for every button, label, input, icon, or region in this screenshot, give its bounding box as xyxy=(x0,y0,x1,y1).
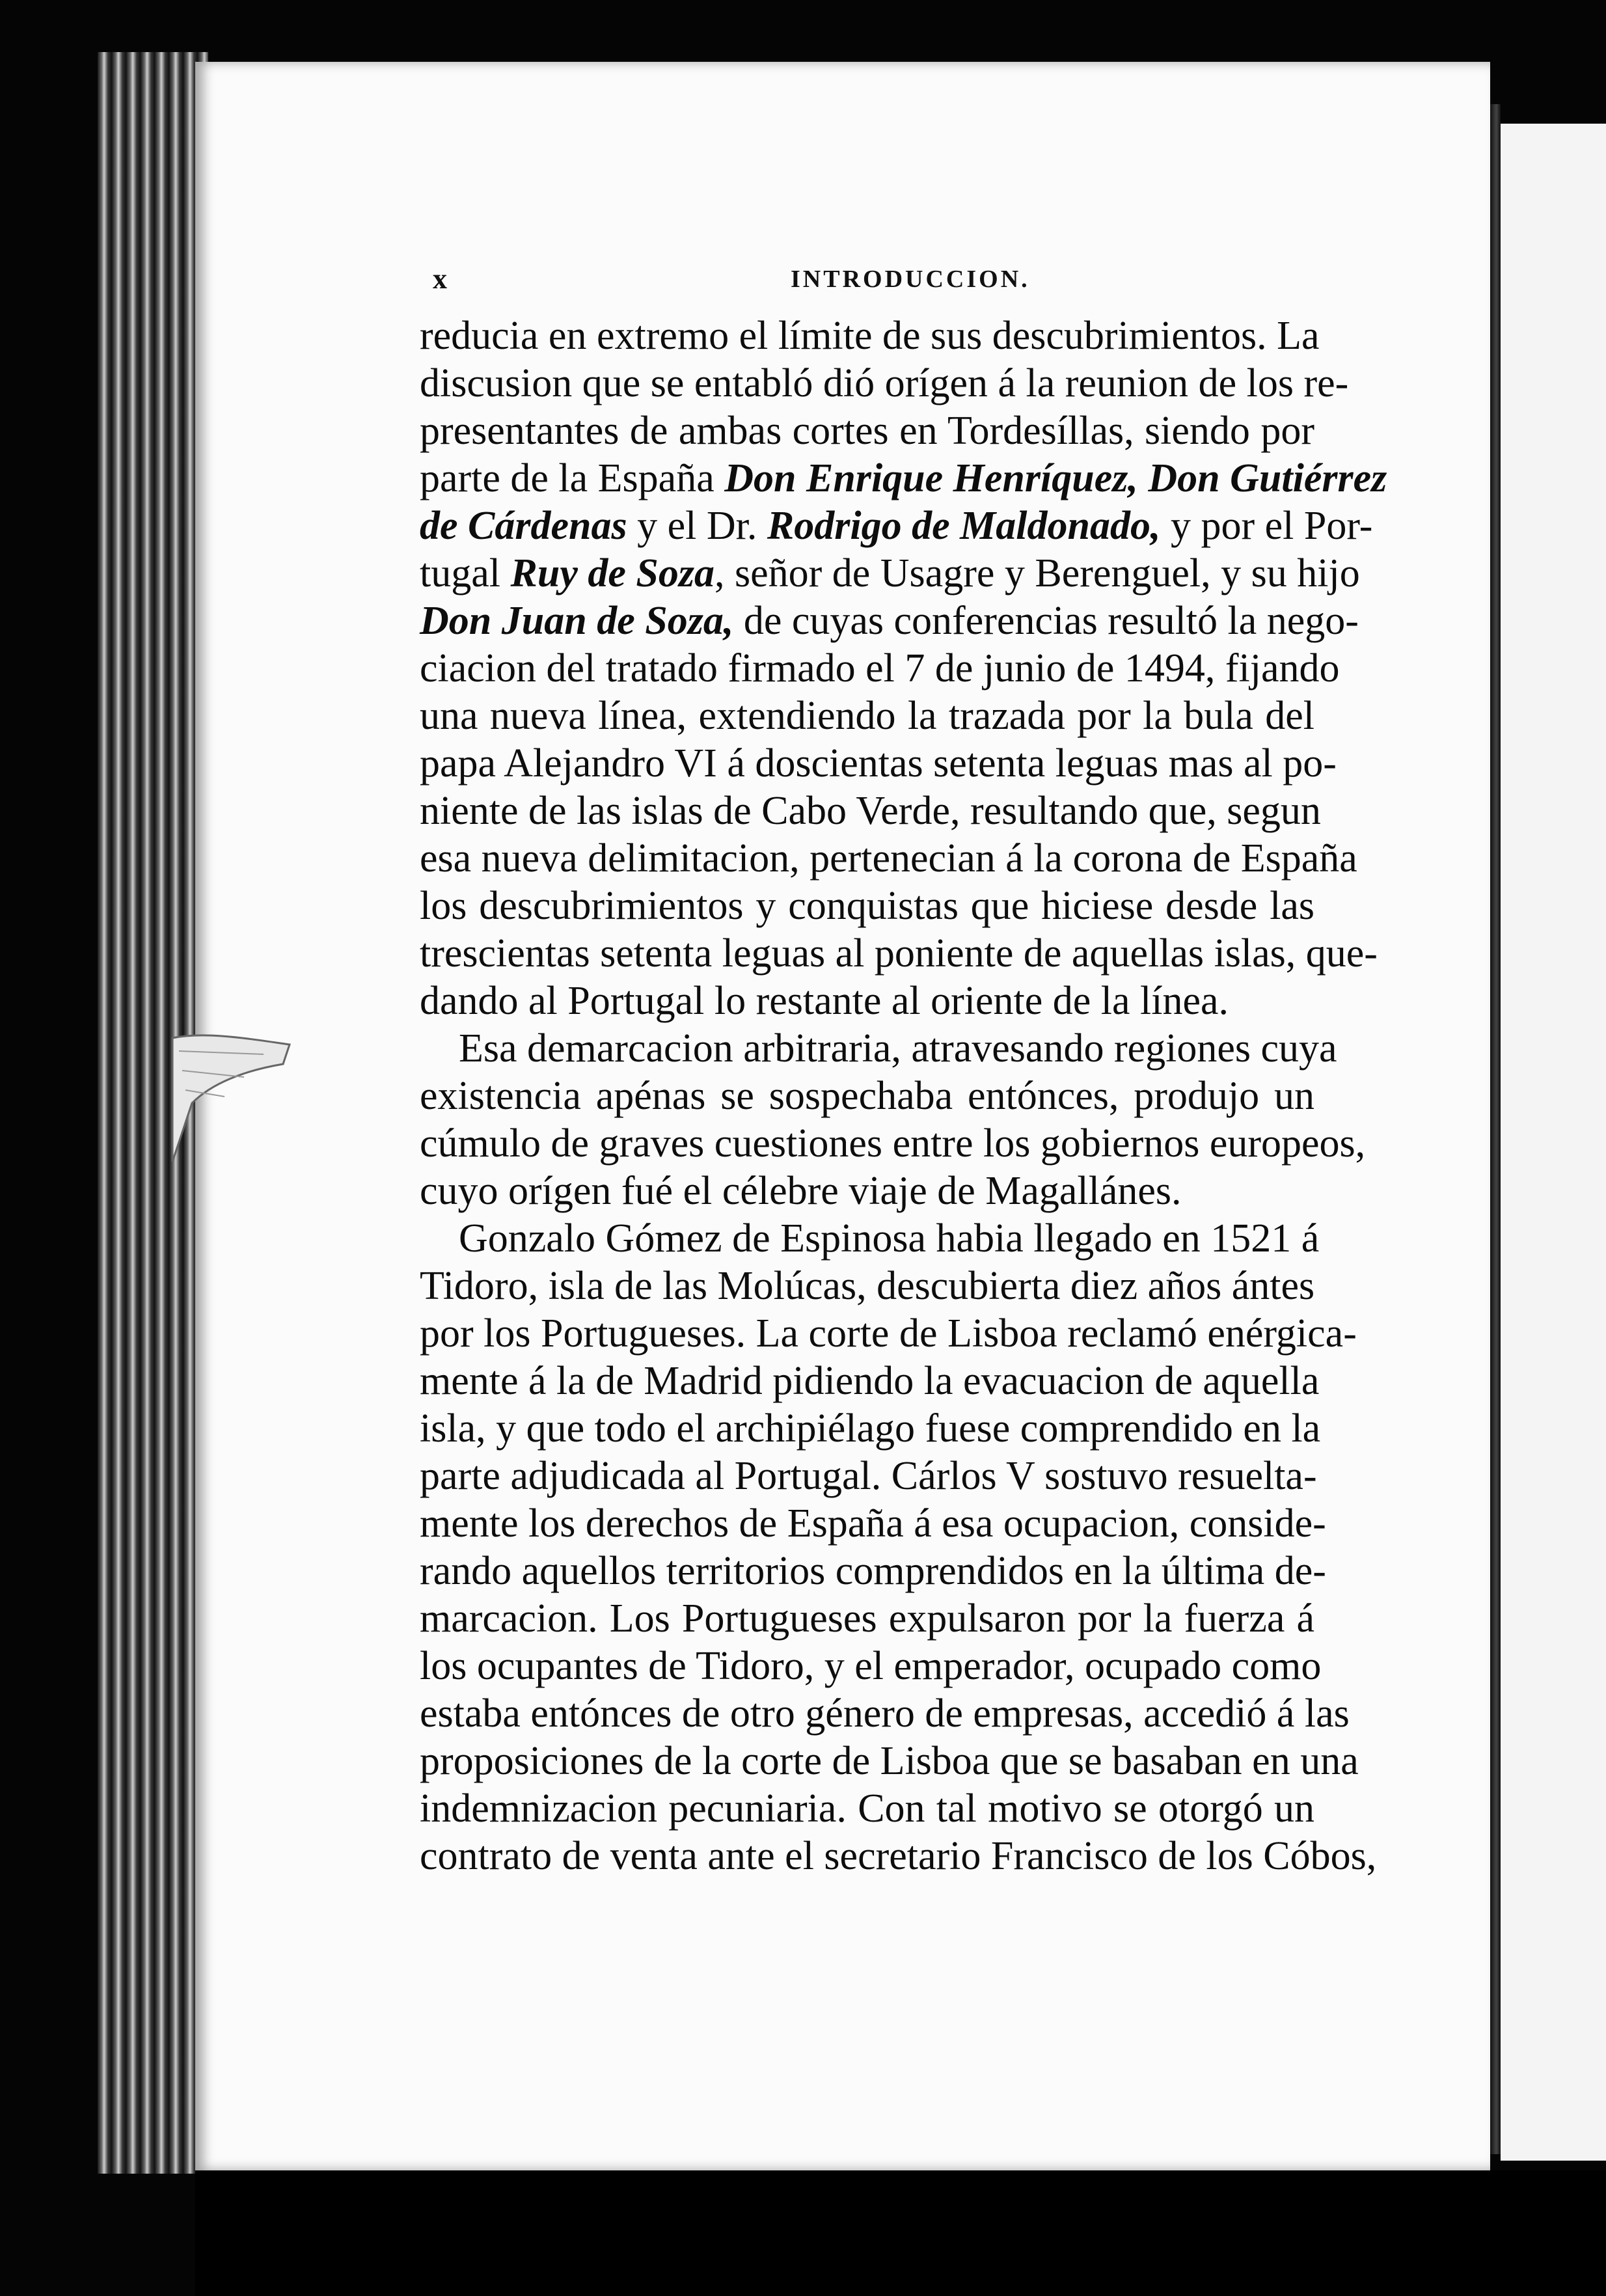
text-line: Gonzalo Gómez de Espinosa habia llegado en 1521 á xyxy=(459,1216,1320,1261)
text-line: cuyo orígen fué el célebre viaje de Magallánes. xyxy=(420,1169,1182,1213)
text-line: presentantes de ambas cortes en Tordesíllas, siendo por xyxy=(420,409,1314,453)
text-line xyxy=(420,455,1387,502)
text-run: y por el Por- xyxy=(1160,504,1373,548)
facing-page-edge xyxy=(1501,124,1606,2161)
page-number: x xyxy=(433,263,447,295)
running-head: INTRODUCCION. xyxy=(791,266,1030,293)
text-line: contrato de venta ante el secretario Francisco de los Cóbos, xyxy=(420,1834,1377,1878)
name-run: Rodrigo de Maldonado, xyxy=(767,504,1161,548)
text-run: de cuyas conferencias resultó la nego- xyxy=(733,599,1359,643)
text-line: por los Portugueses. La corte de Lisboa reclamó enérgica- xyxy=(420,1311,1357,1356)
text-line xyxy=(420,502,1373,550)
text-line: reducia en extremo el límite de sus descubrimientos. La xyxy=(420,314,1320,358)
name-run: de Cárdenas xyxy=(420,504,627,548)
text-line: estaba entónces de otro género de empresas, accedió á las xyxy=(420,1691,1350,1736)
text-line: parte adjudicada al Portugal. Cárlos V sostuvo resuelta- xyxy=(420,1454,1317,1498)
scan-border xyxy=(195,2170,1606,2296)
name-run: Don Juan de Soza, xyxy=(420,599,734,643)
text-line: papa Alejandro VI á doscientas setenta leguas mas al po- xyxy=(420,741,1337,786)
paragraph xyxy=(420,312,1387,1025)
text-line xyxy=(420,597,1359,645)
paragraph xyxy=(420,1215,1377,1880)
name-run: Don Enrique Henríquez, Don Gutiérrez xyxy=(724,456,1387,500)
page-tear-mark xyxy=(166,1025,296,1168)
text-line: ciacion del tratado firmado el 7 de junio de 1494, fijando xyxy=(420,646,1340,690)
text-line: cúmulo de graves cuestiones entre los gobiernos europeos, xyxy=(420,1121,1366,1166)
text-run: parte de la España xyxy=(420,456,725,500)
text-line xyxy=(420,550,1360,597)
text-line: dando al Portugal lo restante al oriente de la línea. xyxy=(420,979,1229,1023)
text-line: marcacion. Los Portugueses expulsaron por la fuerza á xyxy=(420,1596,1314,1641)
text-line: mente á la de Madrid pidiendo la evacuacion de aquella xyxy=(420,1359,1320,1403)
text-line: trescientas setenta leguas al poniente de aquellas islas, que- xyxy=(420,931,1378,976)
text-line: Esa demarcacion arbitraria, atravesando regiones cuya xyxy=(459,1026,1337,1071)
text-line: discusion que se entabló dió orígen á la reunion de los re- xyxy=(420,361,1349,405)
text-run: tugal xyxy=(420,551,511,595)
text-line: niente de las islas de Cabo Verde, resultando que, segun xyxy=(420,789,1321,833)
text-line: los descubrimientos y conquistas que hiciese desde las xyxy=(420,884,1314,928)
page-edge xyxy=(1490,104,1501,2154)
body-text xyxy=(420,312,1387,1880)
paragraph xyxy=(420,1025,1366,1215)
text-line: una nueva línea, extendiendo la trazada por la bula del xyxy=(420,694,1314,738)
text-line: esa nueva delimitacion, pertenecian á la corona de España xyxy=(420,836,1357,881)
text-line: isla, y que todo el archipiélago fuese comprendido en la xyxy=(420,1406,1321,1451)
page-header xyxy=(433,257,1331,303)
text-line: rando aquellos territorios comprendidos en la última de- xyxy=(420,1549,1326,1593)
text-line: existencia apénas se sospechaba entónces, produjo un xyxy=(420,1074,1314,1118)
text-run: , señor de Usagre y Berenguel, y su hijo xyxy=(714,551,1360,595)
text-line: Tidoro, isla de las Molúcas, descubierta diez años ántes xyxy=(420,1264,1315,1308)
name-run: Ruy de Soza xyxy=(510,551,715,595)
text-line: los ocupantes de Tidoro, y el emperador, ocupado como xyxy=(420,1644,1322,1688)
text-run: y el Dr. xyxy=(627,504,767,548)
text-line: indemnizacion pecuniaria. Con tal motivo se otorgó un xyxy=(420,1786,1314,1831)
text-line: proposiciones de la corte de Lisboa que se basaban en una xyxy=(420,1739,1359,1783)
text-line: mente los derechos de España á esa ocupacion, conside- xyxy=(420,1501,1326,1546)
